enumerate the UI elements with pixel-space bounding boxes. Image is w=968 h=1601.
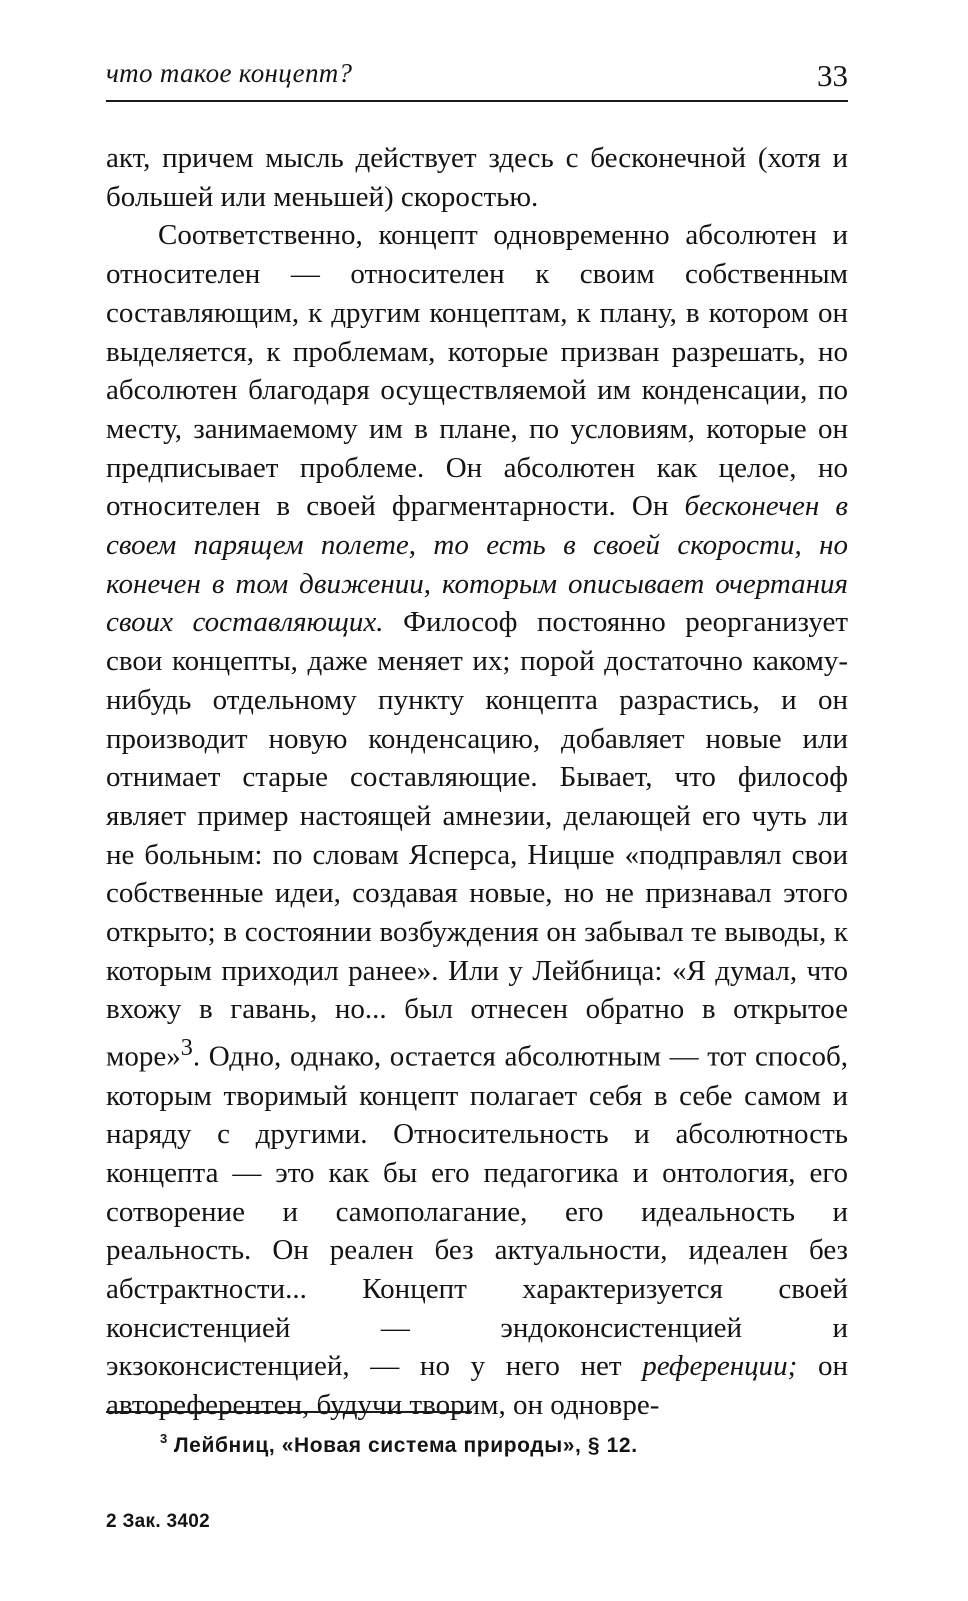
- main-text: [106, 139, 848, 1425]
- text-run: Философ постоянно реорганизует свои концепты, даже меняет их; порой достаточно какому-нибудь отдельному пункту концепта разрастись, и он производит новую конденсацию, добавляет новые или отнимает старые составляющие. Бывает, что философ являет пример настоящей амнезии, делающей его чуть ли не больным: по словам Ясперса, Ницше «подправлял свои собственные идеи, создавая новые, но не признавал этого открыто; в состоянии возбуждения он забывал те выводы, к которым приходил ранее». Или у Лейбница: «Я думал, что вхожу в гавань, но... был отнесен обратно в открытое море»: [106, 606, 848, 1073]
- running-title: что такое концепт?: [106, 58, 353, 88]
- paragraph-concept: [106, 216, 848, 1424]
- page-number: 33: [817, 58, 848, 93]
- printer-signature-mark: 2 Зак. 3402: [106, 1511, 210, 1532]
- italic-phrase: бесконечен в своем парящем полете, то есть в своей скорости, но конечен в том движении, которым описывает очертания своих составляющих.: [106, 490, 848, 639]
- footnote-reference[interactable]: 3: [180, 1034, 193, 1062]
- text-run: Соответственно, концепт одновременно абсолютен и относителен — относителен к своим собственным составляющим, к другим концептам, к плану, в котором он выделяется, к проблемам, которые призван разрешать, но абсолютен благодаря осуществляемой им конденсации, по месту, занимаемому им в плане, по условиям, которые он предписывает проблеме. Он абсолютен как целое, но относителен в своей фрагментарности. Он: [106, 219, 848, 523]
- footnote-text: Лейбниц, «Новая система природы», § 12.: [173, 1434, 638, 1457]
- header-rule: [106, 100, 848, 102]
- text-run: он автореферентен, будучи творим, он одновре-: [106, 1350, 848, 1422]
- italic-term: референции;: [642, 1350, 798, 1383]
- paragraph-continuation: акт, причем мысль действует здесь с бесконечной (хотя и большей или меньшей) скоростью.: [106, 142, 848, 213]
- text-run: . Одно, однако, остается абсолютным — тот способ, которым творимый концепт полагает себя в себе самом и наряду с другими. Относительность и абсолютность концепта — это как бы его педагогика и онтология, его сотворение и самополагание, его идеальность и реальность. Он реален без актуальности, идеален без абстрактности... Концепт характеризуется своей консистенцией — эндоконсистенцией и экзоконсистенцией, — но у него нет: [106, 1040, 848, 1383]
- footnote-rule: [106, 1411, 472, 1413]
- footnote: [160, 1431, 638, 1458]
- page-header: [106, 58, 848, 102]
- footnote-number: 3: [160, 1431, 168, 1446]
